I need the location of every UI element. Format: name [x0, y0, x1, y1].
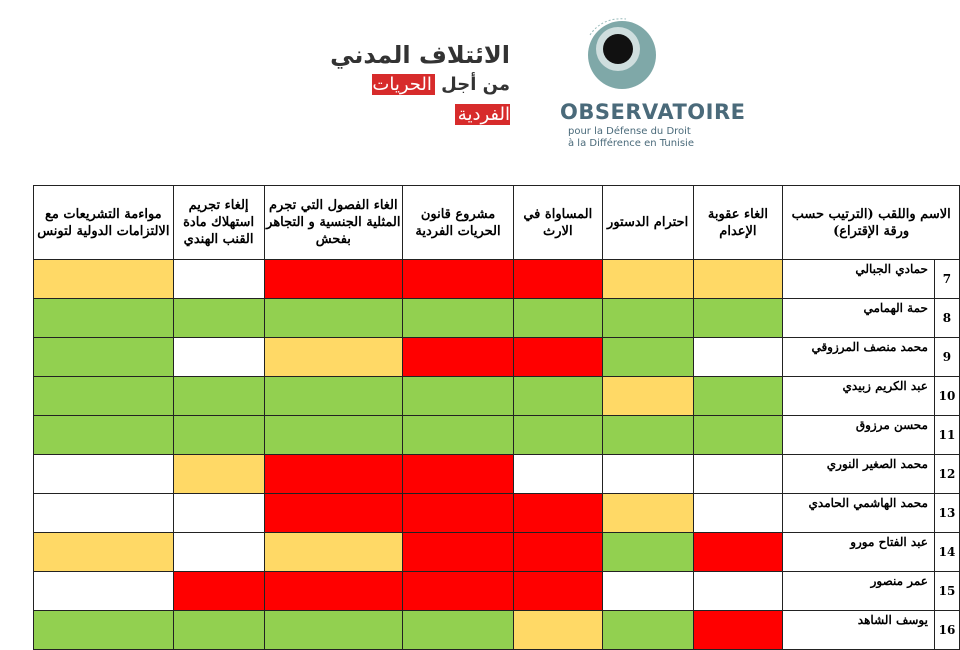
- candidate-name: يوسف الشاهد: [783, 611, 935, 650]
- coalition-title: الائتلاف المدني: [330, 41, 510, 69]
- cell-individual-freedoms: [403, 611, 514, 650]
- cell-inheritance: [513, 533, 602, 572]
- table-row: [34, 533, 960, 572]
- cell-constitution: [602, 260, 693, 299]
- header-cannabis: إلغاء تجريم استهلاك مادة القنب الهندي: [173, 186, 264, 260]
- cell-cannabis: [173, 416, 264, 455]
- cell-homosexuality: [264, 572, 403, 611]
- table-row: [34, 494, 960, 533]
- cell-death-penalty: [693, 338, 783, 377]
- cell-death-penalty: [693, 299, 783, 338]
- cell-cannabis: [173, 533, 264, 572]
- eye-icon: [582, 15, 658, 91]
- cell-constitution: [602, 533, 693, 572]
- cell-death-penalty: [693, 377, 783, 416]
- cell-cannabis: [173, 572, 264, 611]
- candidate-name: محسن مرزوق: [783, 416, 935, 455]
- cell-constitution: [602, 611, 693, 650]
- cell-international-law: [34, 377, 174, 416]
- cell-international-law: [34, 494, 174, 533]
- candidate-name: حمة الهمامي: [783, 299, 935, 338]
- observatoire-logo: [560, 10, 746, 150]
- coalition-subtitle: [330, 70, 510, 130]
- cell-cannabis: [173, 455, 264, 494]
- cell-individual-freedoms: [403, 260, 514, 299]
- ballot-number: 9: [934, 338, 959, 377]
- cell-homosexuality: [264, 260, 403, 299]
- cell-inheritance: [513, 299, 602, 338]
- candidate-name: حمادي الجبالي: [783, 260, 935, 299]
- ballot-number: 16: [934, 611, 959, 650]
- candidate-name: عبد الفتاح مورو: [783, 533, 935, 572]
- cell-inheritance: [513, 338, 602, 377]
- candidate-name: محمد الهاشمي الحامدي: [783, 494, 935, 533]
- cell-cannabis: [173, 260, 264, 299]
- cell-cannabis: [173, 338, 264, 377]
- cell-constitution: [602, 572, 693, 611]
- coalition-subtitle-prefix: من أجل: [441, 74, 510, 95]
- cell-death-penalty: [693, 611, 783, 650]
- table-row: [34, 455, 960, 494]
- cell-death-penalty: [693, 494, 783, 533]
- cell-international-law: [34, 572, 174, 611]
- cell-cannabis: [173, 377, 264, 416]
- cell-death-penalty: [693, 260, 783, 299]
- cell-inheritance: [513, 416, 602, 455]
- ballot-number: 10: [934, 377, 959, 416]
- observatoire-subtitle-line2: à la Différence en Tunisie: [568, 138, 694, 149]
- table-body: [34, 260, 960, 650]
- coalition-logo: [330, 40, 510, 125]
- ballot-number: 14: [934, 533, 959, 572]
- table-row: [34, 299, 960, 338]
- cell-homosexuality: [264, 611, 403, 650]
- cell-international-law: [34, 338, 174, 377]
- cell-inheritance: [513, 455, 602, 494]
- cell-homosexuality: [264, 455, 403, 494]
- cell-international-law: [34, 299, 174, 338]
- cell-homosexuality: [264, 533, 403, 572]
- cell-inheritance: [513, 377, 602, 416]
- cell-constitution: [602, 338, 693, 377]
- header-death-penalty: الغاء عقوبة الإعدام: [693, 186, 783, 260]
- header-international-law: مواءمة التشريعات مع الالتزامات الدولية لتونس: [34, 186, 174, 260]
- header-homosexuality: الغاء الفصول التي تجرم المثلية الجنسية و التجاهر بفحش: [264, 186, 403, 260]
- candidates-table: [33, 185, 960, 650]
- cell-constitution: [602, 494, 693, 533]
- cell-death-penalty: [693, 572, 783, 611]
- cell-homosexuality: [264, 299, 403, 338]
- header-name: الاسم واللقب (الترتيب حسب ورقة الإقتراع): [783, 186, 960, 260]
- observatoire-subtitle-line1: pour la Défense du Droit: [568, 126, 691, 137]
- cell-inheritance: [513, 611, 602, 650]
- cell-individual-freedoms: [403, 533, 514, 572]
- cell-constitution: [602, 377, 693, 416]
- cell-inheritance: [513, 260, 602, 299]
- table-row: [34, 338, 960, 377]
- coalition-subtitle-highlight: الحريات الفردية: [372, 74, 510, 125]
- table-row: [34, 572, 960, 611]
- cell-constitution: [602, 299, 693, 338]
- header-row: [34, 186, 960, 260]
- cell-individual-freedoms: [403, 416, 514, 455]
- cell-international-law: [34, 260, 174, 299]
- cell-death-penalty: [693, 455, 783, 494]
- cell-individual-freedoms: [403, 377, 514, 416]
- ballot-number: 12: [934, 455, 959, 494]
- table-row: [34, 260, 960, 299]
- candidate-name: عبد الكريم زبيدي: [783, 377, 935, 416]
- cell-constitution: [602, 416, 693, 455]
- cell-cannabis: [173, 611, 264, 650]
- cell-inheritance: [513, 572, 602, 611]
- ballot-number: 13: [934, 494, 959, 533]
- cell-individual-freedoms: [403, 299, 514, 338]
- cell-international-law: [34, 533, 174, 572]
- cell-individual-freedoms: [403, 455, 514, 494]
- ballot-number: 11: [934, 416, 959, 455]
- candidate-name: محمد منصف المرزوقي: [783, 338, 935, 377]
- cell-inheritance: [513, 494, 602, 533]
- cell-homosexuality: [264, 416, 403, 455]
- header-inheritance: المساواة في الارث: [513, 186, 602, 260]
- header-individual-freedoms: مشروع قانون الحريات الفردية: [403, 186, 514, 260]
- cell-international-law: [34, 611, 174, 650]
- cell-homosexuality: [264, 377, 403, 416]
- observatoire-subtitle: [568, 126, 694, 150]
- cell-international-law: [34, 455, 174, 494]
- cell-death-penalty: [693, 416, 783, 455]
- cell-constitution: [602, 455, 693, 494]
- cell-individual-freedoms: [403, 338, 514, 377]
- table-row: [34, 377, 960, 416]
- cell-international-law: [34, 416, 174, 455]
- observatoire-title: OBSERVATOIRE: [560, 100, 746, 124]
- cell-individual-freedoms: [403, 572, 514, 611]
- ballot-number: 7: [934, 260, 959, 299]
- cell-individual-freedoms: [403, 494, 514, 533]
- table-row: [34, 611, 960, 650]
- cell-death-penalty: [693, 533, 783, 572]
- ballot-number: 15: [934, 572, 959, 611]
- cell-cannabis: [173, 299, 264, 338]
- candidate-name: محمد الصغير النوري: [783, 455, 935, 494]
- cell-cannabis: [173, 494, 264, 533]
- candidate-name: عمر منصور: [783, 572, 935, 611]
- ballot-number: 8: [934, 299, 959, 338]
- cell-homosexuality: [264, 494, 403, 533]
- header-constitution: احترام الدستور: [602, 186, 693, 260]
- table-row: [34, 416, 960, 455]
- cell-homosexuality: [264, 338, 403, 377]
